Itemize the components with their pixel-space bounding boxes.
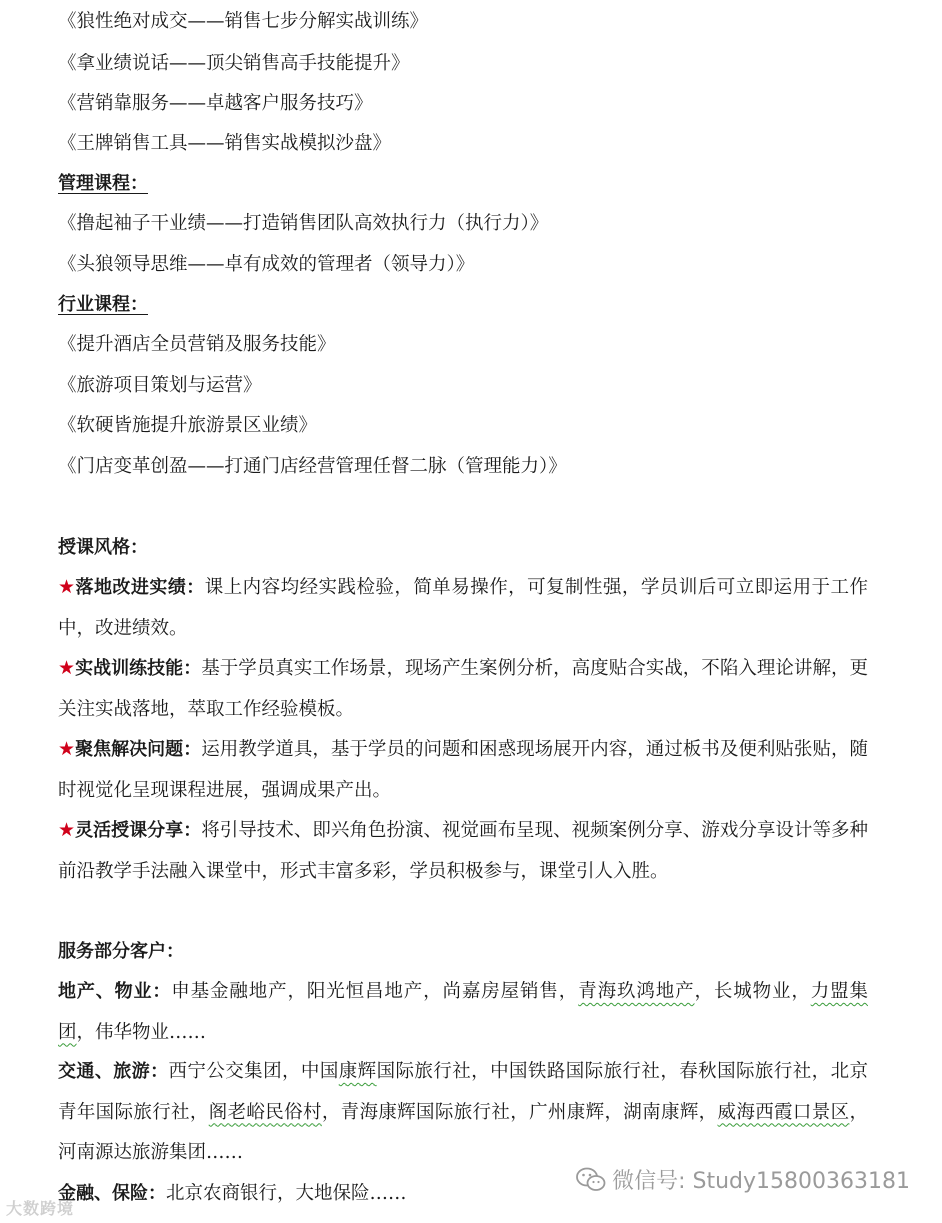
course-title: 《王牌销售工具——销售实战模拟沙盘》 — [58, 133, 392, 154]
client-list-text: 国际旅行社，中国铁路国际旅行社，春秋国际旅行社，北京青年国际旅行社， — [58, 1061, 868, 1123]
course-title: 《软硬皆施提升旅游景区业绩》 — [58, 415, 318, 436]
client-list-text: 西宁公交集团，中国 — [168, 1061, 339, 1082]
client-name-marked: 康辉 — [338, 1061, 377, 1082]
client-name-marked: 力盟集团 — [58, 981, 868, 1043]
wechat-watermark — [576, 1164, 910, 1195]
style-item-text: 课上内容均经实践检验，简单易操作，可复制性强，学员训后可立即运用于工作中，改进绩效。 — [58, 577, 868, 639]
style-item-title: 落地改进实绩： — [75, 577, 205, 598]
course-title: 《门店变革创盈——打通门店经营管理任督二脉（管理能力）》 — [58, 456, 567, 477]
style-item — [58, 567, 868, 649]
client-category-title: 金融、保险： — [58, 1183, 166, 1204]
style-item-text: 基于学员真实工作场景，现场产生案例分析，高度贴合实战，不陷入理论讲解，更关注实战落地，萃取工作经验模板。 — [58, 658, 868, 720]
client-list-text: 申基金融地产，阳光恒昌地产，尚嘉房屋销售， — [171, 981, 579, 1002]
management-heading: 管理课程： — [58, 173, 148, 194]
watermark-text: 微信号: Study15800363181 — [612, 1169, 910, 1194]
style-item — [58, 648, 868, 730]
style-item-text: 将引导技术、即兴角色扮演、视觉画布呈现、视频案例分享、游戏分享设计等多种前沿教学手法融入课堂中，形式丰富多彩，学员积极参与，课堂引人入胜。 — [58, 820, 868, 882]
style-item-text: 运用教学道具，基于学员的问题和困惑现场展开内容，通过板书及便利贴张贴，随时视觉化呈现课程进展，强调成果产出。 — [58, 739, 868, 801]
client-category-title: 交通、旅游： — [58, 1061, 169, 1082]
style-heading: 授课风格： — [58, 537, 148, 558]
client-name-marked: 威海西霞口景区 — [717, 1101, 850, 1123]
client-name-marked: 阁老峪民俗村 — [208, 1101, 322, 1123]
course-title: 《拿业绩说话——顶尖销售高手技能提升》 — [58, 53, 410, 74]
client-category-title: 地产、物业： — [58, 981, 172, 1002]
client-list-text: ，青海康辉国际旅行社，广州康辉，湖南康辉， — [321, 1101, 718, 1123]
style-item — [58, 810, 868, 892]
star-icon: ★ — [58, 819, 76, 841]
clients-heading: 服务部分客户： — [58, 941, 184, 962]
course-title: 《提升酒店全员营销及服务技能》 — [58, 334, 336, 355]
client-list-text: ，河南源达旅游集团…… — [58, 1101, 868, 1163]
star-icon: ★ — [58, 738, 76, 760]
industry-heading: 行业课程： — [58, 294, 148, 315]
logo-text: 大数跨境 — [6, 1199, 75, 1218]
course-title: 《旅游项目策划与运营》 — [58, 375, 262, 396]
client-list-text: ，伟华物业…… — [76, 1021, 207, 1043]
style-item-title: 聚焦解决问题： — [75, 739, 202, 760]
wechat-icon — [576, 1167, 606, 1193]
clients-realestate — [58, 972, 868, 1053]
star-icon: ★ — [58, 657, 76, 679]
course-title: 《头狼领导思维——卓有成效的管理者（领导力）》 — [58, 254, 475, 275]
brand-logo — [6, 1196, 74, 1219]
course-title: 《狼性绝对成交——销售七步分解实战训练》 — [58, 11, 429, 32]
client-name-marked: 青海玖鸿地产 — [578, 981, 695, 1002]
style-item — [58, 729, 868, 811]
star-icon: ★ — [58, 576, 76, 598]
style-item-title: 实战训练技能： — [75, 658, 202, 679]
client-list-text: 北京农商银行，大地保险…… — [166, 1183, 407, 1204]
clients-transport — [58, 1052, 868, 1174]
course-title: 《撸起袖子干业绩——打造销售团队高效执行力（执行力）》 — [58, 213, 549, 234]
style-item-title: 灵活授课分享： — [75, 820, 202, 841]
course-title: 《营销靠服务——卓越客户服务技巧》 — [58, 93, 373, 114]
client-list-text: ，长城物业， — [694, 981, 811, 1002]
